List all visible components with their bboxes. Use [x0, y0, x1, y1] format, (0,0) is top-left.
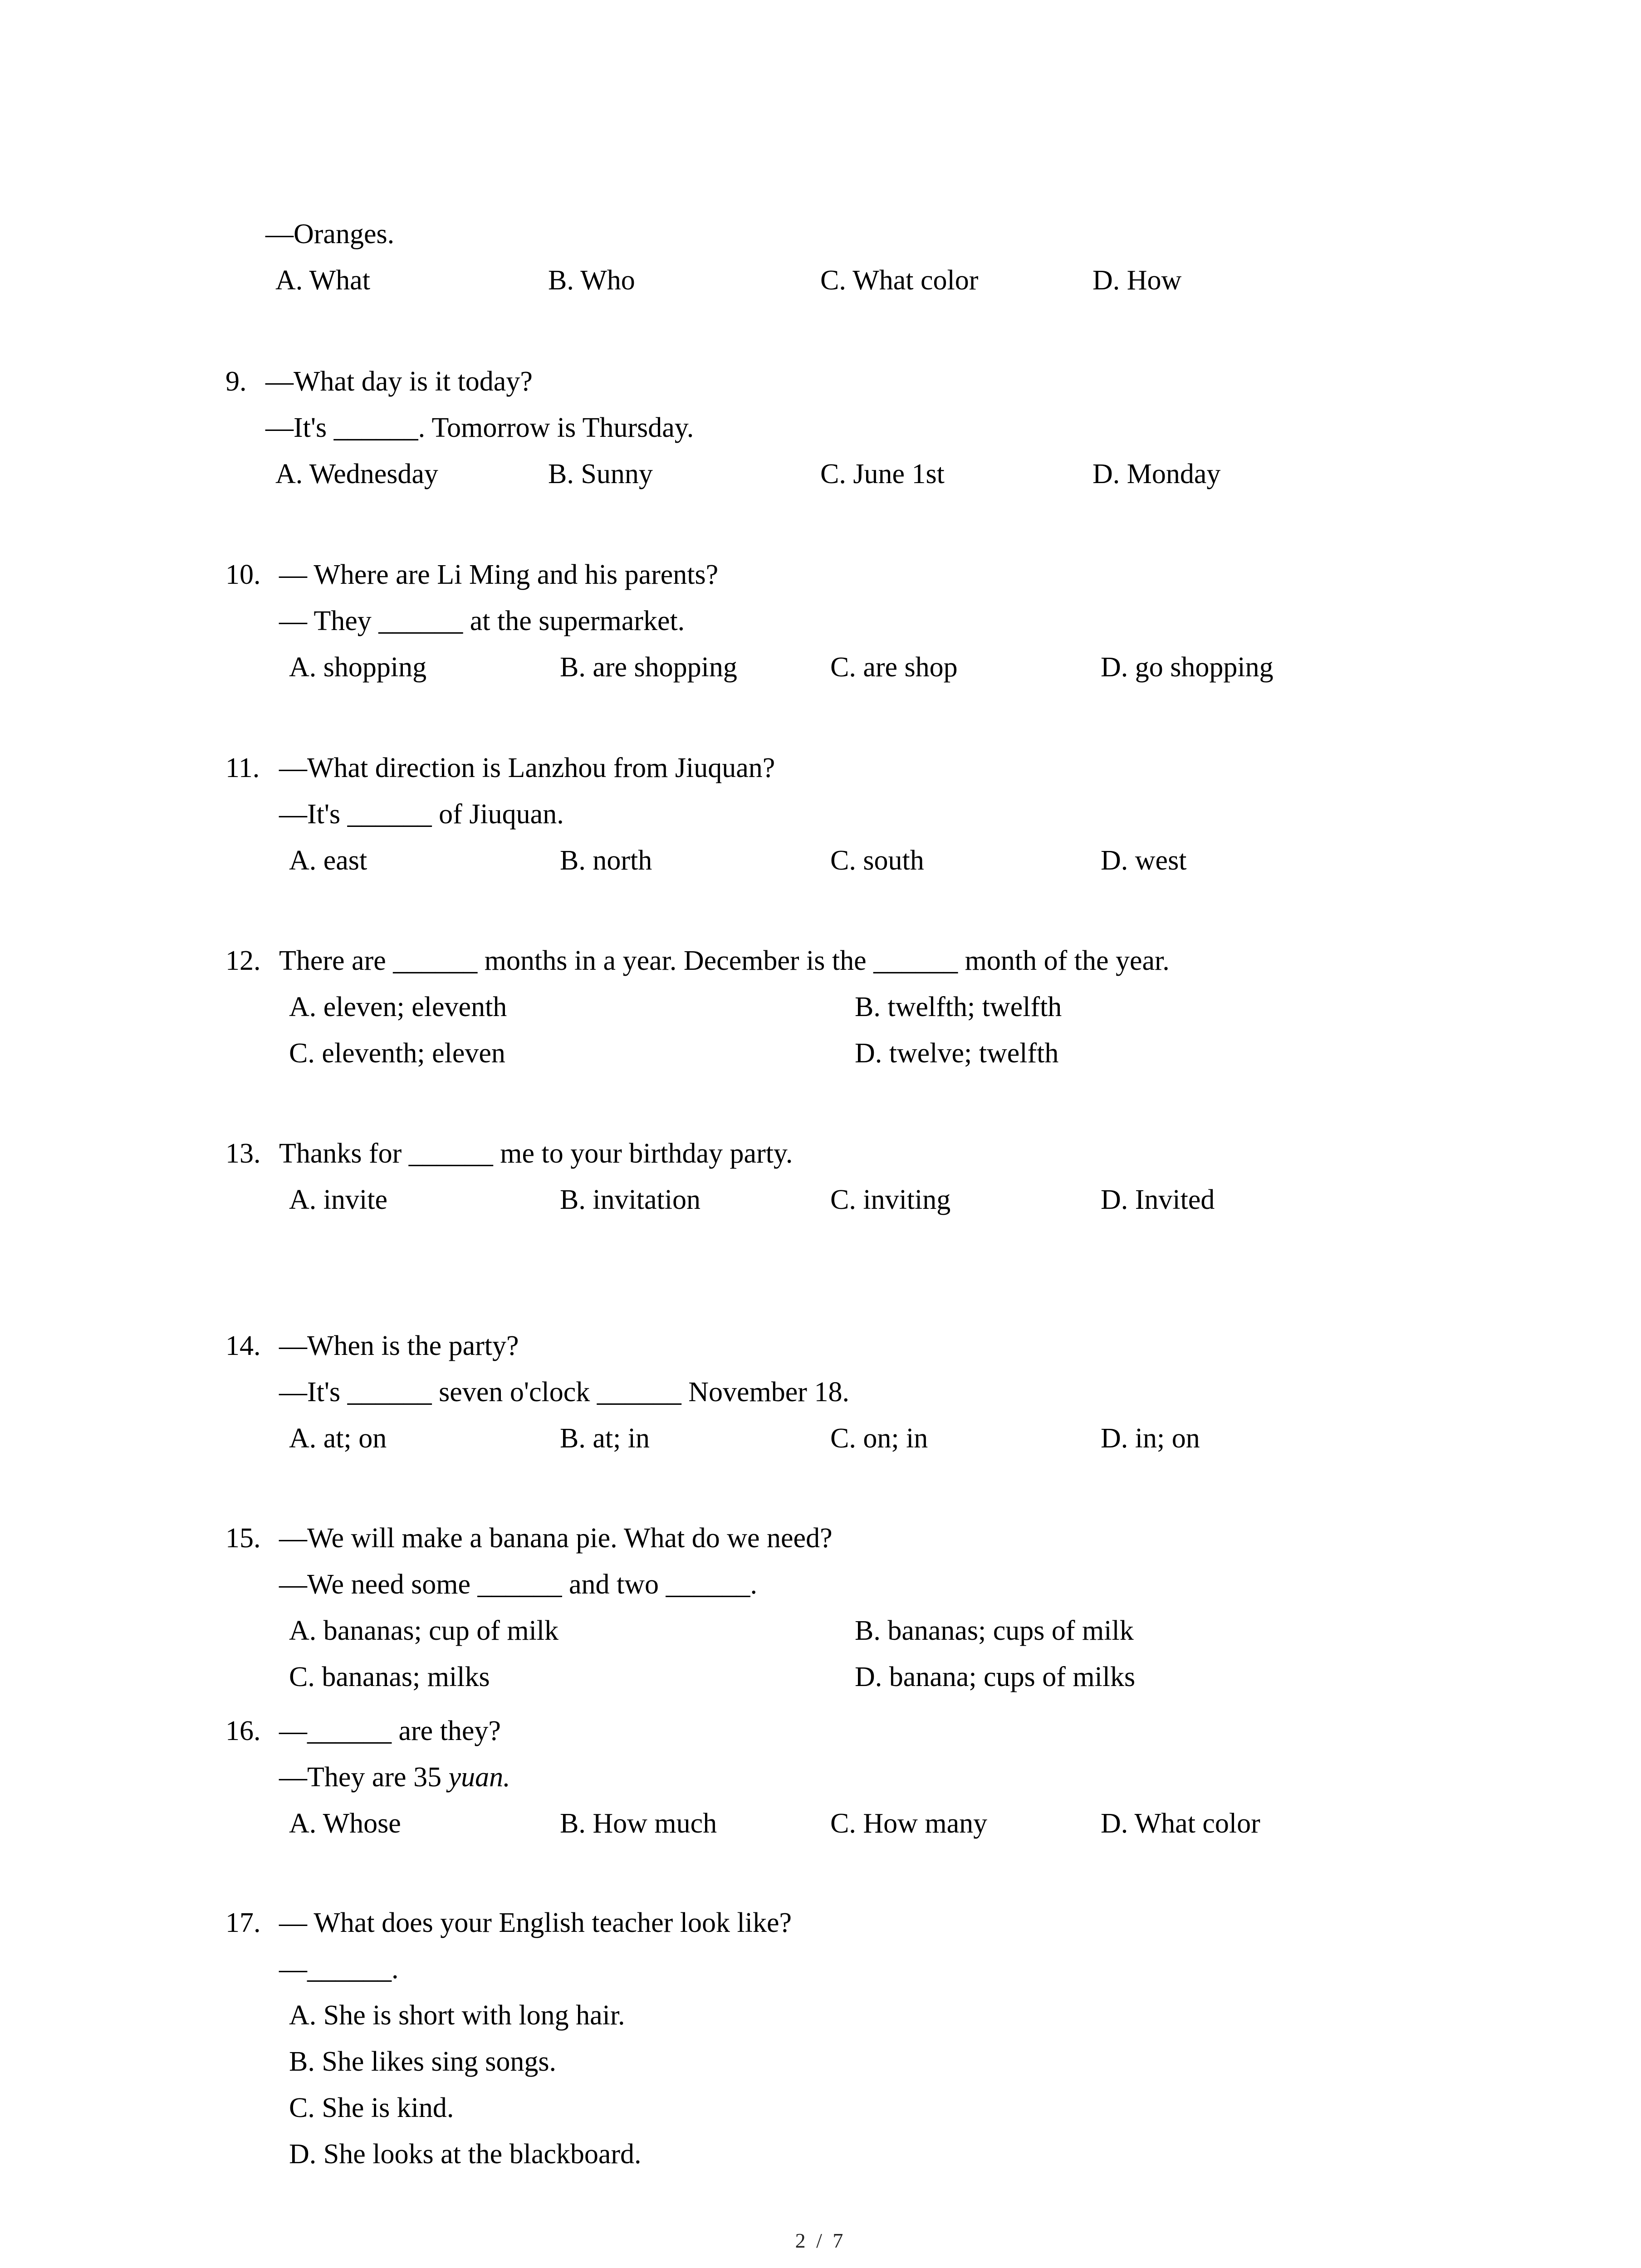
- option-b: B. Who: [548, 265, 635, 296]
- question-line: —What direction is Lanzhou from Jiuquan?: [279, 753, 775, 783]
- answer-line: —It's ______ of Jiuquan.: [279, 799, 564, 830]
- question-number: 12.: [225, 945, 261, 976]
- option-a: A. bananas; cup of milk: [289, 1615, 559, 1646]
- question-line: Thanks for ______ me to your birthday party.: [279, 1138, 793, 1169]
- question-number: 14.: [225, 1330, 261, 1361]
- option-c: C. inviting: [830, 1184, 951, 1215]
- question-number: 15.: [225, 1523, 261, 1554]
- answer-line: —We need some ______ and two ______.: [279, 1569, 757, 1600]
- option-b: B. She likes sing songs.: [289, 2046, 557, 2077]
- option-d: D. Invited: [1101, 1184, 1215, 1215]
- option-b: B. at; in: [560, 1423, 650, 1454]
- question-line: —When is the party?: [279, 1330, 519, 1361]
- option-c: C. on; in: [830, 1423, 928, 1454]
- question-line: —______ are they?: [279, 1716, 501, 1746]
- answer-line: —It's ______ seven o'clock ______ November 18.: [279, 1377, 849, 1408]
- answer-text: —They are 35: [279, 1762, 449, 1793]
- question-number: 9.: [225, 366, 247, 397]
- option-b: B. Sunny: [548, 459, 653, 489]
- option-b: B. twelfth; twelfth: [855, 992, 1062, 1022]
- option-a: A. eleven; eleventh: [289, 992, 507, 1022]
- option-a: A. at; on: [289, 1423, 387, 1454]
- option-c: C. eleventh; eleven: [289, 1038, 505, 1069]
- option-d: D. Monday: [1092, 459, 1221, 489]
- option-a: A. shopping: [289, 652, 427, 683]
- option-c: C. south: [830, 845, 924, 876]
- option-a: A. invite: [289, 1184, 387, 1215]
- answer-line: —It's ______. Tomorrow is Thursday.: [265, 412, 694, 443]
- option-d: D. in; on: [1101, 1423, 1200, 1454]
- question-number: 17.: [225, 1907, 261, 1938]
- option-c: C. bananas; milks: [289, 1662, 490, 1692]
- question-line: —What day is it today?: [265, 366, 533, 397]
- option-d: D. She looks at the blackboard.: [289, 2139, 642, 2170]
- question-number: 10.: [225, 559, 261, 590]
- option-a: A. She is short with long hair.: [289, 2000, 625, 2031]
- question-line: There are ______ months in a year. December is the ______ month of the year.: [279, 945, 1170, 976]
- option-c: C. What color: [820, 265, 979, 296]
- question-line: — What does your English teacher look like?: [279, 1907, 792, 1938]
- answer-line: —______.: [279, 1954, 399, 1984]
- question-line: —We will make a banana pie. What do we need?: [279, 1523, 833, 1554]
- question-line: — Where are Li Ming and his parents?: [279, 559, 719, 590]
- answer-line: [279, 1763, 510, 1791]
- option-a: A. Whose: [289, 1808, 401, 1839]
- option-a: A. Wednesday: [275, 459, 438, 489]
- option-d: D. How: [1092, 265, 1182, 296]
- option-b: B. north: [560, 845, 652, 876]
- answer-line: —Oranges.: [265, 219, 395, 249]
- option-b: B. How much: [560, 1808, 717, 1839]
- option-d: D. west: [1101, 845, 1187, 876]
- option-c: C. June 1st: [820, 459, 945, 489]
- option-c: C. are shop: [830, 652, 958, 683]
- option-c: C. How many: [830, 1808, 988, 1839]
- question-number: 13.: [225, 1138, 261, 1169]
- option-b: B. bananas; cups of milk: [855, 1615, 1134, 1646]
- option-d: D. What color: [1101, 1808, 1260, 1839]
- option-d: D. go shopping: [1101, 652, 1274, 683]
- question-number: 11.: [225, 753, 260, 783]
- question-number: 16.: [225, 1716, 261, 1746]
- option-a: A. What: [275, 265, 370, 296]
- option-a: A. east: [289, 845, 367, 876]
- option-b: B. invitation: [560, 1184, 700, 1215]
- option-d: D. banana; cups of milks: [855, 1662, 1136, 1692]
- answer-line: — They ______ at the supermarket.: [279, 606, 685, 636]
- option-d: D. twelve; twelfth: [855, 1038, 1059, 1069]
- currency-unit: yuan.: [448, 1762, 510, 1793]
- page-indicator: 2 / 7: [795, 2229, 846, 2252]
- option-b: B. are shopping: [560, 652, 737, 683]
- option-c: C. She is kind.: [289, 2092, 454, 2123]
